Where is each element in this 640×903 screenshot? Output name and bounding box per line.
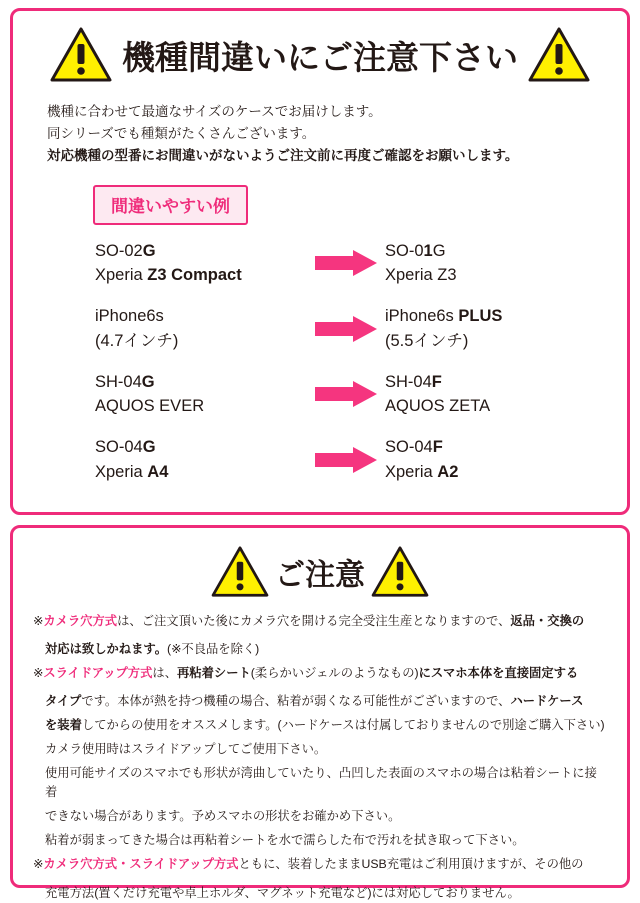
warning-triangle-icon — [211, 546, 269, 598]
table-row — [95, 239, 607, 289]
note-text-fragment: です。本体が熱を持つ機種の場合、粘着が弱くなる可能性がございますので、 — [81, 694, 511, 709]
note-text-fragment: カメラ使用時はスライドアップしてご使用下さい。 — [45, 742, 327, 757]
wrong-model-cell — [95, 239, 307, 289]
right-arrow-icon — [307, 381, 385, 407]
wrong-model-name — [95, 263, 307, 288]
note-slide-up-line3 — [33, 716, 607, 735]
correct-model-cell — [385, 239, 605, 289]
correct-model-name-text: (5.5インチ) — [385, 331, 469, 350]
correct-model-name — [385, 263, 605, 288]
correct-model-number-text: SO-0 — [385, 241, 424, 260]
wrong-model-number-highlight: G — [142, 241, 156, 260]
lead-line-2: 同シリーズでも種類がたくさんございます。 — [47, 125, 316, 141]
note-usb-charge — [33, 855, 607, 874]
wrong-model-name-highlight: Z3 Compact — [147, 266, 242, 285]
page-title: 機種間違いにご注意下さい — [122, 38, 518, 76]
wrong-model-name — [95, 394, 307, 419]
table-row — [95, 435, 607, 485]
correct-model-number-highlight: F — [431, 372, 442, 391]
wrong-model-number-text: iPhone6s — [95, 307, 164, 326]
caution-panel — [10, 525, 630, 900]
note-text-fragment: ※ — [33, 614, 44, 628]
note-text-fragment: ※ — [33, 666, 44, 681]
model-warning-headline — [27, 27, 613, 83]
note-text-fragment: タイプ — [45, 694, 82, 709]
wrong-model-number — [95, 304, 307, 329]
correct-model-cell — [385, 435, 605, 485]
model-pair-list — [27, 239, 613, 485]
correct-model-name-text: Xperia — [385, 462, 438, 481]
wrong-model-number — [95, 239, 307, 264]
wrong-model-name-text: Xperia — [95, 266, 148, 285]
note-text-fragment: ※ — [33, 857, 44, 872]
table-row — [95, 304, 607, 354]
correct-model-number-highlight: PLUS — [458, 307, 503, 326]
wrong-model-name-text: AQUOS EVER — [95, 397, 205, 416]
correct-model-number-text: SH-04 — [385, 372, 432, 391]
note-sheet-clean — [33, 831, 607, 850]
note-camera-hole — [33, 612, 607, 631]
note-curved-surface-line2 — [33, 807, 607, 826]
note-text-fragment: カメラ穴方式・スライドアップ方式 — [43, 857, 239, 872]
wrong-model-cell — [95, 435, 307, 485]
correct-model-cell — [385, 370, 605, 420]
caution-title: ご注意 — [275, 559, 365, 592]
correct-model-number-highlight: 1 — [423, 241, 433, 260]
correct-model-number — [385, 304, 605, 329]
correct-model-number-highlight: F — [432, 438, 443, 457]
note-text-fragment: 対応は致しかねます。 — [45, 642, 167, 657]
note-text-fragment: にスマホ本体を直接固定する — [418, 666, 579, 681]
warning-triangle-icon — [371, 546, 429, 598]
correct-model-name — [385, 394, 605, 419]
note-text-fragment: は、ご注文頂いた後にカメラ穴を開ける完全受注生産となりますので、 — [117, 614, 511, 628]
note-text-fragment: スライドアップ方式 — [43, 666, 153, 681]
note-text-fragment: カメラ穴方式 — [43, 614, 118, 628]
lead-line-3: 対応機種の型番にお間違いがないようご注文前に再度ご確認をお願いします。 — [47, 147, 519, 163]
note-text-fragment: 再粘着シート — [177, 666, 251, 681]
note-text-fragment: (※不良品を除く) — [167, 642, 260, 657]
right-arrow-icon — [307, 250, 385, 276]
wrong-model-number-text: SO-02 — [95, 241, 143, 260]
model-warning-panel — [10, 8, 630, 515]
wrong-model-name-text: Xperia — [95, 462, 148, 481]
note-text-fragment: ともに、装着したままUSB充電はご利用頂けますが、その他の — [238, 857, 584, 872]
correct-model-number — [385, 239, 605, 264]
caution-note-list — [27, 612, 613, 903]
correct-model-name-text: Xperia Z3 — [385, 266, 457, 285]
warning-triangle-icon — [50, 27, 112, 83]
wrong-model-cell — [95, 304, 307, 354]
correct-model-number-suffix: G — [432, 241, 446, 260]
note-curved-surface — [33, 764, 607, 802]
note-slide-up-line4 — [33, 740, 607, 759]
wrong-model-number-text: SO-04 — [95, 438, 143, 457]
correct-model-name-highlight: A2 — [437, 462, 459, 481]
note-slide-up-line2 — [33, 692, 607, 711]
note-text-fragment: は、 — [152, 666, 177, 681]
wrong-model-number-highlight: G — [141, 372, 155, 391]
note-text-fragment: できない場合があります。予めスマホの形状をお確かめ下さい。 — [45, 809, 401, 824]
lead-text — [27, 101, 613, 167]
correct-model-number-text: iPhone6s — [385, 307, 459, 326]
correct-model-number — [385, 370, 605, 395]
wrong-model-number-highlight: G — [142, 438, 156, 457]
wrong-model-number-text: SH-04 — [95, 372, 142, 391]
wrong-model-number — [95, 370, 307, 395]
example-label-wrap — [27, 185, 613, 225]
wrong-model-name — [95, 329, 307, 354]
note-text-fragment: を装着 — [45, 718, 82, 733]
correct-model-number-text: SO-04 — [385, 438, 433, 457]
correct-model-number — [385, 435, 605, 460]
note-camera-hole-line2 — [33, 640, 607, 659]
wrong-model-number — [95, 435, 307, 460]
note-text-fragment: ハードケース — [510, 694, 584, 709]
lead-line-1: 機種に合わせて最適なサイズのケースでお届けします。 — [47, 104, 382, 119]
note-text-fragment: 充電方法(置くだけ充電や卓上ホルダ、マグネット充電など)には対応しておりません。 — [45, 885, 520, 900]
example-label: 間違いやすい例 — [93, 185, 248, 225]
right-arrow-icon — [307, 447, 385, 473]
table-row — [95, 370, 607, 420]
correct-model-name — [385, 329, 605, 354]
note-text-fragment: (柔らかいジェルのようなもの) — [250, 666, 419, 681]
wrong-model-name-highlight: A4 — [147, 462, 169, 481]
correct-model-name — [385, 460, 605, 485]
wrong-model-cell — [95, 370, 307, 420]
wrong-model-name — [95, 460, 307, 485]
wrong-model-name-text: (4.7インチ) — [95, 331, 179, 350]
note-slide-up — [33, 664, 607, 683]
note-text-fragment: 返品・交換の — [510, 614, 585, 628]
correct-model-cell — [385, 304, 605, 354]
note-text-fragment: してからの使用をオススメします。(ハードケースは付属しておりませんので別途ご購入下さい) — [81, 718, 605, 733]
right-arrow-icon — [307, 316, 385, 342]
caution-headline — [27, 546, 613, 598]
correct-model-name-text: AQUOS ZETA — [385, 397, 491, 416]
note-text-fragment: 粘着が弱まってきた場合は再粘着シートを水で濡らした布で汚れを拭き取って下さい。 — [45, 833, 525, 848]
note-text-fragment: 使用可能サイズのスマホでも形状が湾曲していたり、凸凹した表面のスマホの場合は粘着シートに接着 — [45, 766, 597, 800]
warning-triangle-icon — [528, 27, 590, 83]
